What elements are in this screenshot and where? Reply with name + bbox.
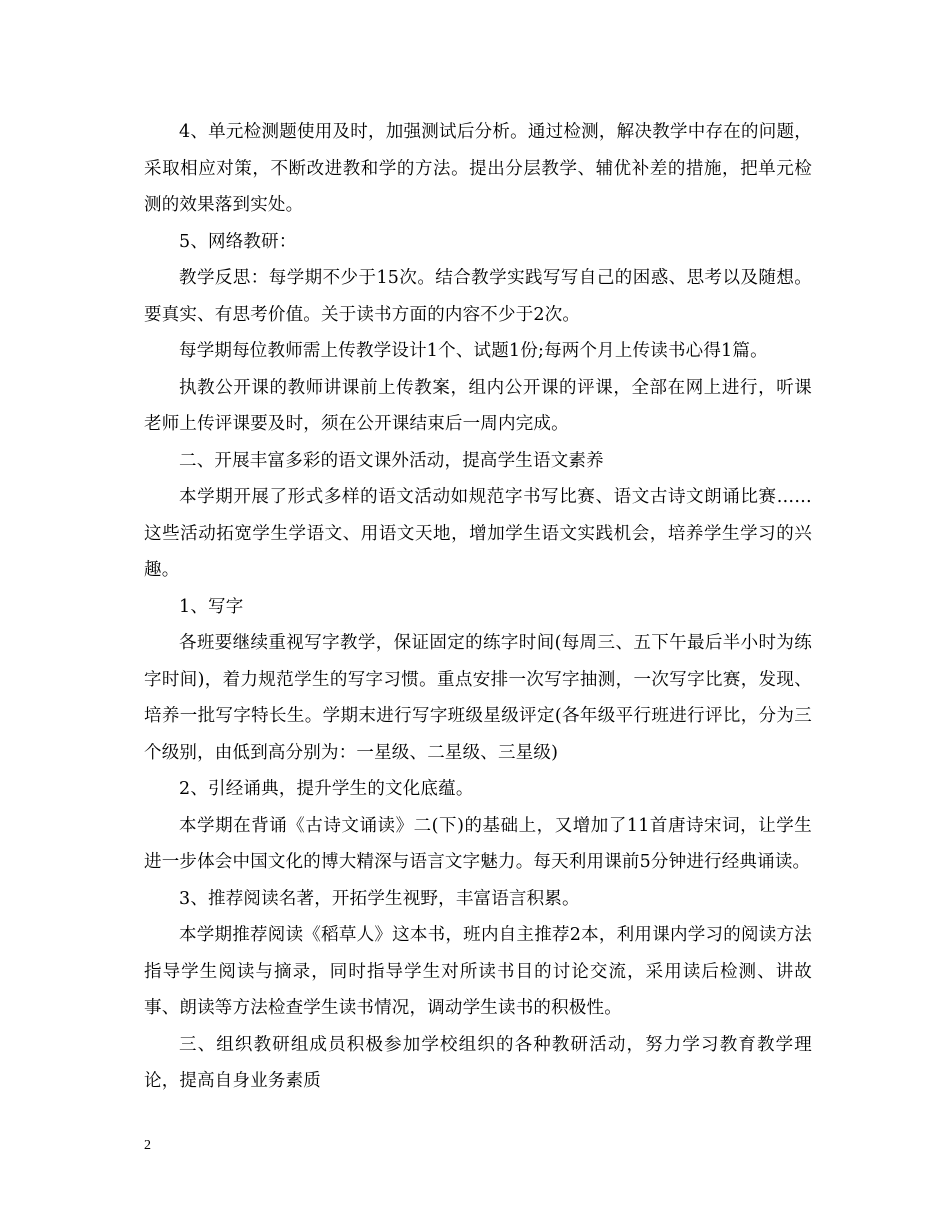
section-heading: 二、开展丰富多彩的语文课外活动，提高学生语文素养 (179, 450, 604, 471)
paragraph: 4、单元检测题使用及时，加强测试后分析。通过检测，解决教学中存在的问题，采取相应对策，不断改进教和学的方法。提出分层教学、辅优补差的措施，把单元检测的效果落到实处。 (144, 122, 812, 215)
paragraph: 教学反思：每学期不少于15次。结合教学实践写写自己的困惑、思考以及随想。要真实、有思考价值。关于读书方面的内容不少于2次。 (144, 268, 812, 325)
section-heading: 三、组织教研组成员积极参加学校组织的各种教研活动，努力学习教育教学理论，提高自身业务素质 (144, 1034, 812, 1091)
paragraph: 本学期推荐阅读《稻草人》这本书，班内自主推荐2本，利用课内学习的阅读方法指导学生阅读与摘录，同时指导学生对所读书目的讨论交流，采用读后检测、讲故事、朗读等方法检查学生读书情况，调动学生读书的积极性。 (144, 925, 812, 1018)
paragraph: 执教公开课的教师讲课前上传教案，组内公开课的评课，全部在网上进行，听课老师上传评课要及时，须在公开课结束后一周内完成。 (144, 377, 812, 434)
document-body (144, 114, 812, 1100)
subsection-heading: 3、推荐阅读名著，开拓学生视野，丰富语言积累。 (179, 888, 580, 909)
paragraph: 本学期开展了形式多样的语文活动如规范字书写比赛、语文古诗文朗诵比赛……这些活动拓宽学生学语文、用语文天地，增加学生语文实践机会，培养学生学习的兴趣。 (144, 487, 812, 580)
page-number: 2 (144, 1138, 151, 1153)
paragraph: 5、网络教研： (179, 231, 297, 252)
paragraph: 每学期每位教师需上传教学设计1个、试题1份;每两个月上传读书心得1篇。 (179, 341, 768, 361)
paragraph: 本学期在背诵《古诗文诵读》二(下)的基础上，又增加了11首唐诗宋词，让学生进一步体会中国文化的博大精深与语言文字魅力。每天利用课前5分钟进行经典诵读。 (144, 815, 812, 872)
paragraph: 各班要继续重视写字教学，保证固定的练字时间(每周三、五下午最后半小时为练字时间)，着力规范学生的写字习惯。重点安排一次写字抽测，一次写字比赛，发现、培养一批写字特长生。学期末进行写字班级星级评定(各年级平行班进行评比，分为三个级别，由低到高分别为：一星级、二星级、三星级) (144, 633, 812, 763)
subsection-heading: 2、引经诵典，提升学生的文化底蕴。 (179, 779, 474, 799)
subsection-heading: 1、写字 (179, 596, 244, 617)
